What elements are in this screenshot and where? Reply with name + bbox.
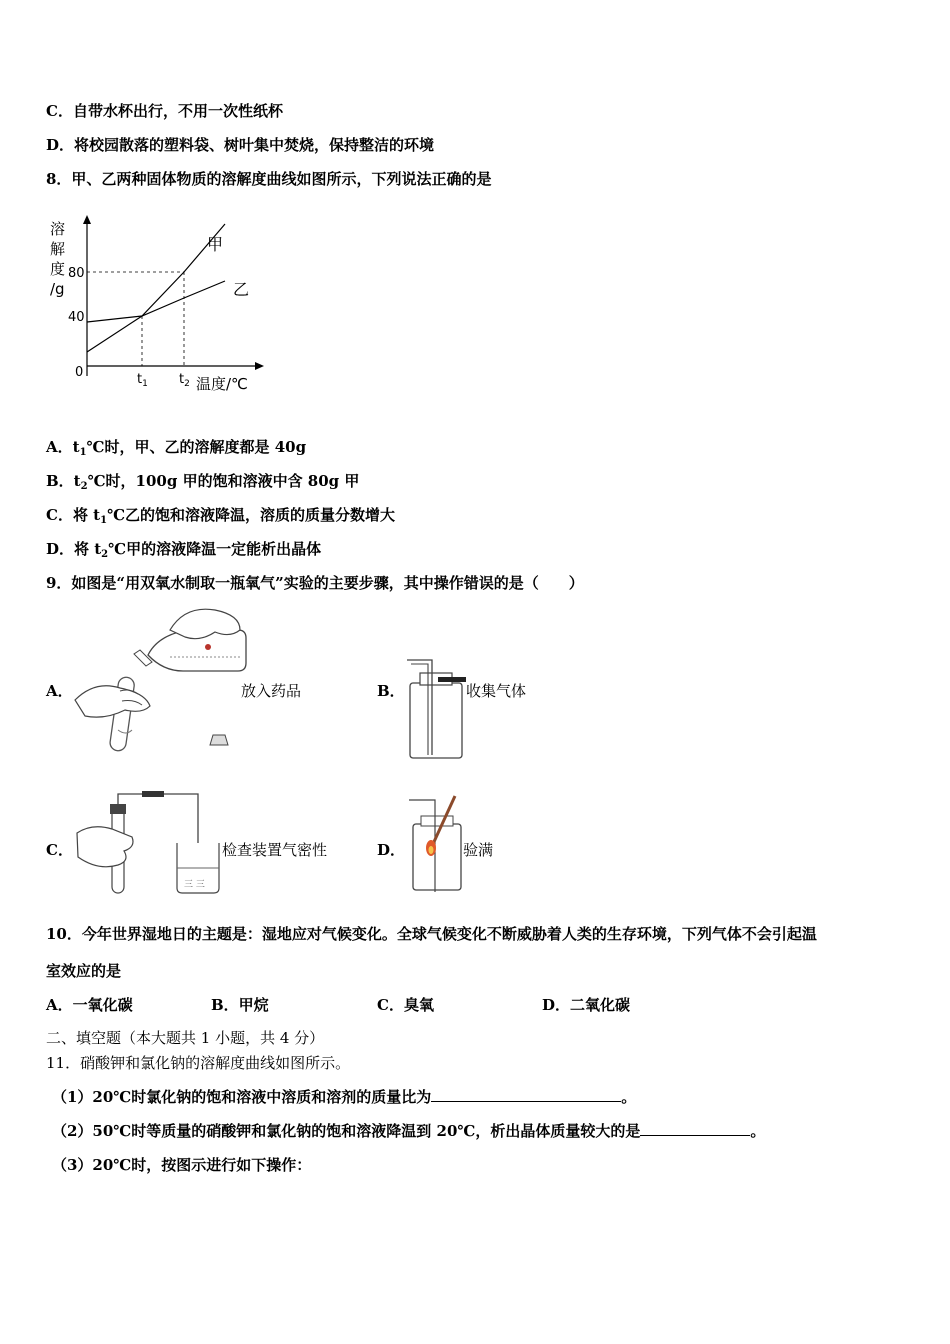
q7-option-c: C．自带水杯出行，不用一次性纸杯 (46, 102, 283, 120)
origin-label: 0 (75, 365, 84, 380)
q11-stem: 11．硝酸钾和氯化钠的溶解度曲线如图所示。 (46, 1054, 351, 1072)
q8-option-c: C．将 $t_1℃$乙的饱和溶液降温，溶质的质量分数增大 (46, 506, 396, 526)
q10-option-a: A．一氧化碳 (46, 996, 133, 1014)
series-jia-label: 甲 (207, 235, 224, 254)
q9-option-a-caption: 放入药品 (241, 682, 302, 700)
q9-stem: 9．如图是“用双氧水制取一瓶氧气”实验的主要步骤，其中操作错误的是（ ） (46, 574, 584, 592)
ylabel-char: /g (50, 280, 65, 298)
svg-text:三 三: 三 三 (184, 880, 205, 890)
ylabel-char: 溶 (50, 220, 66, 238)
answer-blank[interactable] (640, 1121, 750, 1136)
full-check-bottle (405, 792, 465, 894)
solubility-chart (40, 212, 280, 402)
airtightness-check-apparatus (72, 788, 224, 898)
ylabel-char: 度 (50, 260, 66, 278)
answer-blank[interactable] (431, 1087, 621, 1102)
gas-collection-bottle (400, 655, 470, 763)
q9-option-c-letter: C． (46, 841, 73, 859)
q9-option-c-caption: 检查装置气密性 (222, 841, 328, 859)
q9-option-b-letter: B． (377, 682, 405, 700)
q10-option-c: C．臭氧 (377, 996, 434, 1014)
q11-part3: （3）20℃时，按图示进行如下操作： (52, 1156, 312, 1174)
y-tick-40: 40 (68, 310, 85, 325)
pouring-reagent-illustration (70, 605, 250, 760)
q10-stem-line2: 室效应的是 (46, 962, 122, 980)
q8-option-a: A．$t_1℃$时，甲、乙的溶解度都是 40g (46, 438, 307, 458)
series-yi-label: 乙 (233, 280, 250, 299)
q9-option-a-letter: A． (46, 682, 73, 700)
q10-option-d: D．二氧化碳 (542, 996, 631, 1014)
q10-stem-line1: 10．今年世界湿地日的主题是：湿地应对气候变化。全球气候变化不断威胁着人类的生存环境，下列气体不会引起温 (46, 925, 817, 943)
q9-option-b-caption: 收集气体 (466, 682, 527, 700)
q8-stem: 8．甲、乙两种固体物质的溶解度曲线如图所示，下列说法正确的是 (46, 170, 492, 188)
y-axis-arrow (83, 215, 91, 224)
q9-option-d-letter: D． (377, 841, 406, 859)
x-tick-t1: $t_1$ (137, 372, 148, 389)
section-title: 二、填空题（本大题共 1 小题，共 4 分） (46, 1029, 325, 1047)
q7-option-d: D．将校园散落的塑料袋、树叶集中焚烧，保持整洁的环境 (46, 136, 435, 154)
x-tick-t2: $t_2$ (179, 372, 190, 389)
q8-option-b: B．$t_2℃$时，100g 甲的饱和溶液中含 80g 甲 (46, 472, 360, 492)
q11-part2: （2）50℃时等质量的硝酸钾和氯化钠的饱和溶液降温到 20℃，析出晶体质量较大的是 。 (52, 1122, 766, 1140)
ylabel-char: 解 (50, 240, 66, 258)
xlabel: 温度/℃ (196, 375, 248, 393)
series-jia-line (87, 224, 225, 352)
q10-option-b: B．甲烷 (211, 996, 269, 1014)
q8-option-d: D．将 $t_2℃$甲的溶液降温一定能析出晶体 (46, 540, 322, 560)
q9-option-d-caption: 验满 (463, 841, 494, 859)
q11-part1: （1）20℃时氯化钠的饱和溶液中溶质和溶剂的质量比为 。 (52, 1088, 637, 1106)
x-axis-arrow (255, 362, 264, 370)
y-tick-80: 80 (68, 266, 85, 281)
